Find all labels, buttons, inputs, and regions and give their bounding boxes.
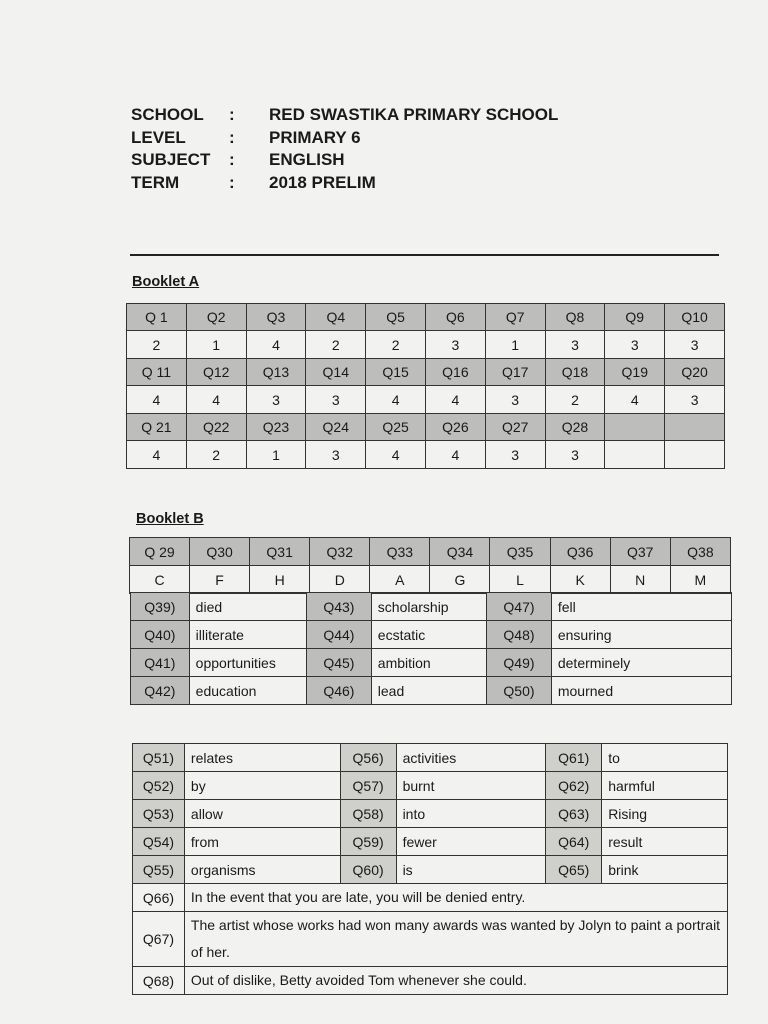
booklet-a-answer-table [126, 303, 725, 469]
header-label: LEVEL [131, 127, 186, 147]
question-number-cell: Q32 [310, 538, 370, 566]
vocab-row [131, 649, 732, 677]
question-number-cell: Q53) [133, 800, 185, 828]
question-number-cell: Q48) [487, 621, 552, 649]
answer-cell: D [310, 566, 370, 594]
booklet-b-cloze-table [132, 743, 728, 995]
question-number-cell: Q2 [186, 304, 246, 331]
question-number-cell: Q64) [546, 828, 602, 856]
question-number-cell: Q65) [546, 856, 602, 884]
answer-cell: to [602, 744, 728, 772]
question-number-cell: Q51) [133, 744, 185, 772]
answer-cell: 1 [246, 441, 306, 469]
answer-cell: harmful [602, 772, 728, 800]
question-number-cell: Q17 [485, 359, 545, 386]
answer-cell: brink [602, 856, 728, 884]
cloze-row [133, 772, 728, 800]
question-number-cell: Q37 [610, 538, 670, 566]
question-number-cell: Q9 [605, 304, 665, 331]
answer-row [130, 566, 731, 594]
question-number-row [127, 304, 725, 331]
answer-cell: H [250, 566, 310, 594]
answer-row [127, 386, 725, 414]
question-number-cell: Q67) [133, 912, 185, 967]
question-number-cell: Q63) [546, 800, 602, 828]
answer-cell [665, 441, 725, 469]
question-number-cell: Q6 [425, 304, 485, 331]
header-colon: : [229, 105, 235, 125]
booklet-b-matching-body [130, 538, 731, 594]
answer-cell: 3 [485, 441, 545, 469]
answer-cell: L [490, 566, 550, 594]
cloze-row [133, 828, 728, 856]
booklet-b-vocab-table [130, 592, 732, 705]
answer-sentence-cell: The artist whose works had won many awards was wanted by Jolyn to paint a portrait of her. [184, 912, 727, 967]
question-number-cell: Q60) [340, 856, 396, 884]
question-number-cell: Q41) [131, 649, 190, 677]
answer-cell: 3 [485, 386, 545, 414]
answer-cell: by [184, 772, 340, 800]
booklet-b-matching-table [129, 537, 731, 594]
question-number-cell: Q 11 [127, 359, 187, 386]
answer-cell: 4 [186, 386, 246, 414]
answer-cell: organisms [184, 856, 340, 884]
answer-cell: is [396, 856, 546, 884]
answer-cell: G [430, 566, 490, 594]
question-number-cell: Q55) [133, 856, 185, 884]
question-number-cell: Q50) [487, 677, 552, 705]
question-number-cell: Q14 [306, 359, 366, 386]
answer-cell: 3 [665, 331, 725, 359]
question-number-cell: Q8 [545, 304, 605, 331]
header-label: TERM [131, 172, 180, 192]
answer-cell: 4 [127, 441, 187, 469]
answer-cell: illiterate [189, 621, 306, 649]
answer-cell: K [550, 566, 610, 594]
answer-cell: M [670, 566, 730, 594]
question-number-cell: Q23 [246, 414, 306, 441]
header-value: PRIMARY 6 [269, 127, 361, 147]
question-number-cell: Q58) [340, 800, 396, 828]
header-value: ENGLISH [269, 150, 345, 170]
header-row-level [131, 127, 558, 150]
answer-cell: 2 [545, 386, 605, 414]
answer-cell: burnt [396, 772, 546, 800]
question-number-cell: Q 1 [127, 304, 187, 331]
answer-cell: from [184, 828, 340, 856]
header-colon: : [229, 127, 235, 147]
question-number-cell: Q26 [425, 414, 485, 441]
header-row-subject [131, 149, 558, 172]
answer-cell: 2 [366, 331, 426, 359]
question-number-cell: Q28 [545, 414, 605, 441]
header-value: RED SWASTIKA PRIMARY SCHOOL [269, 105, 559, 125]
answer-cell: scholarship [371, 593, 486, 621]
question-number-cell [665, 414, 725, 441]
document-header [131, 104, 558, 194]
answer-cell: F [190, 566, 250, 594]
header-label: SCHOOL [131, 105, 204, 125]
question-number-cell: Q36 [550, 538, 610, 566]
question-number-cell: Q44) [307, 621, 372, 649]
question-number-row [127, 414, 725, 441]
answer-cell: 4 [366, 386, 426, 414]
booklet-b-title: Booklet B [136, 511, 204, 527]
answer-cell: 4 [366, 441, 426, 469]
answer-cell: allow [184, 800, 340, 828]
answer-cell: lead [371, 677, 486, 705]
answer-cell: opportunities [189, 649, 306, 677]
answer-cell: 3 [246, 386, 306, 414]
booklet-b-vocab-body [131, 593, 732, 705]
question-number-cell: Q34 [430, 538, 490, 566]
question-number-cell: Q49) [487, 649, 552, 677]
cloze-row [133, 744, 728, 772]
answer-cell: 4 [605, 386, 665, 414]
question-number-cell: Q59) [340, 828, 396, 856]
question-number-cell: Q52) [133, 772, 185, 800]
synthesis-row [133, 967, 728, 995]
answer-cell: education [189, 677, 306, 705]
answer-cell: into [396, 800, 546, 828]
header-row-term [131, 172, 558, 195]
question-number-cell: Q15 [366, 359, 426, 386]
vocab-row [131, 677, 732, 705]
answer-cell: fell [551, 593, 731, 621]
answer-sentence-cell: In the event that you are late, you will be denied entry. [184, 884, 727, 912]
answer-cell: ensuring [551, 621, 731, 649]
header-label: SUBJECT [131, 150, 211, 170]
synthesis-row [133, 912, 728, 967]
answer-cell [605, 441, 665, 469]
answer-cell: relates [184, 744, 340, 772]
question-number-cell: Q38 [670, 538, 730, 566]
question-number-cell: Q20 [665, 359, 725, 386]
answer-sentence-cell: Out of dislike, Betty avoided Tom whenever she could. [184, 967, 727, 995]
answer-cell: ecstatic [371, 621, 486, 649]
question-number-cell: Q 21 [127, 414, 187, 441]
answer-cell: N [610, 566, 670, 594]
answer-cell: mourned [551, 677, 731, 705]
answer-cell: died [189, 593, 306, 621]
answer-cell: 2 [306, 331, 366, 359]
synthesis-row [133, 884, 728, 912]
question-number-cell: Q47) [487, 593, 552, 621]
vocab-row [131, 621, 732, 649]
question-number-cell: Q3 [246, 304, 306, 331]
question-number-cell: Q19 [605, 359, 665, 386]
question-number-cell: Q68) [133, 967, 185, 995]
cloze-row [133, 800, 728, 828]
answer-cell: 4 [425, 441, 485, 469]
question-number-cell: Q46) [307, 677, 372, 705]
question-number-cell: Q30 [190, 538, 250, 566]
question-number-row [127, 359, 725, 386]
answer-cell: ambition [371, 649, 486, 677]
answer-cell: 3 [425, 331, 485, 359]
answer-cell: 3 [665, 386, 725, 414]
question-number-cell: Q33 [370, 538, 430, 566]
question-number-cell: Q 29 [130, 538, 190, 566]
booklet-a-title: Booklet A [132, 274, 200, 290]
answer-cell: 3 [306, 386, 366, 414]
question-number-cell: Q43) [307, 593, 372, 621]
question-number-cell: Q61) [546, 744, 602, 772]
answer-row [127, 441, 725, 469]
answer-cell: 3 [605, 331, 665, 359]
question-number-cell: Q4 [306, 304, 366, 331]
header-colon: : [229, 172, 235, 192]
booklet-b-cloze-body [133, 744, 728, 995]
vocab-row [131, 593, 732, 621]
question-number-cell: Q39) [131, 593, 190, 621]
question-number-cell: Q42) [131, 677, 190, 705]
answer-cell: C [130, 566, 190, 594]
answer-cell: 2 [127, 331, 187, 359]
question-number-cell: Q56) [340, 744, 396, 772]
question-number-cell: Q22 [186, 414, 246, 441]
question-number-cell: Q35 [490, 538, 550, 566]
answer-cell: result [602, 828, 728, 856]
answer-cell: 4 [127, 386, 187, 414]
answer-cell: activities [396, 744, 546, 772]
header-divider [130, 254, 719, 256]
answer-row [127, 331, 725, 359]
question-number-cell: Q66) [133, 884, 185, 912]
answer-cell: Rising [602, 800, 728, 828]
header-colon: : [229, 150, 235, 170]
question-number-cell: Q27 [485, 414, 545, 441]
question-number-cell: Q5 [366, 304, 426, 331]
question-number-cell: Q16 [425, 359, 485, 386]
question-number-cell: Q13 [246, 359, 306, 386]
answer-cell: 3 [545, 441, 605, 469]
answer-cell: 4 [425, 386, 485, 414]
question-number-cell: Q45) [307, 649, 372, 677]
cloze-row [133, 856, 728, 884]
answer-cell: 1 [485, 331, 545, 359]
answer-cell: determinely [551, 649, 731, 677]
question-number-cell: Q18 [545, 359, 605, 386]
question-number-cell: Q25 [366, 414, 426, 441]
question-number-cell: Q10 [665, 304, 725, 331]
booklet-a-table-body [127, 304, 725, 469]
answer-cell: 3 [545, 331, 605, 359]
question-number-cell: Q24 [306, 414, 366, 441]
question-number-row [130, 538, 731, 566]
question-number-cell: Q12 [186, 359, 246, 386]
answer-cell: fewer [396, 828, 546, 856]
header-row-school [131, 104, 558, 127]
header-value: 2018 PRELIM [269, 172, 376, 192]
question-number-cell: Q62) [546, 772, 602, 800]
answer-cell: A [370, 566, 430, 594]
question-number-cell: Q57) [340, 772, 396, 800]
answer-cell: 1 [186, 331, 246, 359]
question-number-cell: Q54) [133, 828, 185, 856]
answer-cell: 3 [306, 441, 366, 469]
question-number-cell: Q31 [250, 538, 310, 566]
question-number-cell: Q40) [131, 621, 190, 649]
answer-cell: 4 [246, 331, 306, 359]
answer-cell: 2 [186, 441, 246, 469]
question-number-cell: Q7 [485, 304, 545, 331]
question-number-cell [605, 414, 665, 441]
